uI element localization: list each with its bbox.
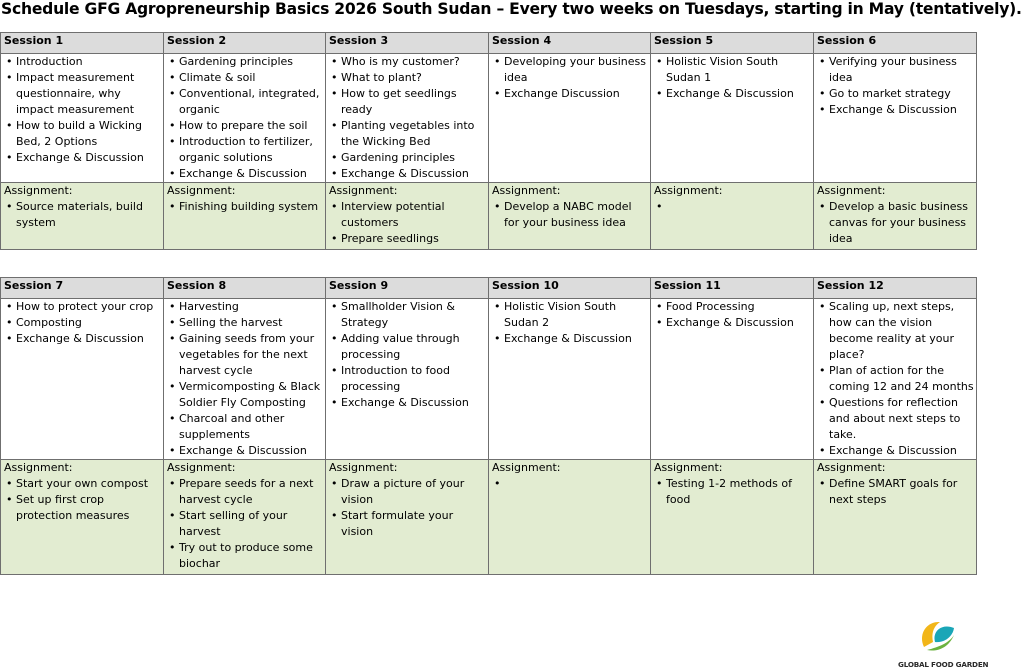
topic-item: • Scaling up, next steps, how can the vision become reality at your place? <box>817 299 974 363</box>
topic-item: • Gardening principles <box>329 150 486 166</box>
assignment-item: • Set up first crop protection measures <box>4 492 161 524</box>
topic-item: • Exchange & Discussion <box>817 443 974 459</box>
topic-item: • Gaining seeds from your vegetables for the next harvest cycle <box>167 331 323 379</box>
topic-item: • Impact measurement questionnaire, why impact measurement <box>4 70 161 118</box>
session-header: Session 11 <box>651 278 814 299</box>
assignment-label: Assignment: <box>817 461 886 474</box>
session-header: Session 8 <box>164 278 326 299</box>
schedule-table-sessions-1-6 <box>0 32 977 250</box>
assignment-label: Assignment: <box>654 184 723 197</box>
topic-item: • Harvesting <box>167 299 323 315</box>
assignment-item: • Develop a basic business canvas for your business idea <box>817 199 974 247</box>
session-topics-cell <box>164 299 326 460</box>
assignment-list <box>817 476 974 508</box>
assignment-item: • Develop a NABC model for your business idea <box>492 199 648 231</box>
session-header-row <box>1 33 977 54</box>
logo-mark-icon <box>918 617 958 657</box>
topic-item: • Exchange & Discussion <box>492 331 648 347</box>
assignment-label: Assignment: <box>167 461 236 474</box>
topic-item: • Exchange & Discussion <box>329 395 486 411</box>
session-assignment-cell <box>326 460 489 575</box>
topic-item: • How to build a Wicking Bed, 2 Options <box>4 118 161 150</box>
session-assignment-cell <box>651 460 814 575</box>
session-header: Session 2 <box>164 33 326 54</box>
assignment-item: • Source materials, build system <box>4 199 161 231</box>
topic-list <box>654 54 811 102</box>
session-topics-cell <box>489 299 651 460</box>
session-topics-row <box>1 299 977 460</box>
assignment-item: • Define SMART goals for next steps <box>817 476 974 508</box>
topic-list <box>654 299 811 331</box>
session-assignment-cell <box>164 460 326 575</box>
session-assignment-cell <box>1 183 164 250</box>
topic-item: • Exchange & Discussion <box>4 331 161 347</box>
session-topics-cell <box>326 299 489 460</box>
session-topics-cell <box>326 54 489 183</box>
session-assignment-cell <box>651 183 814 250</box>
page-title: Schedule GFG Agropreneurship Basics 2026 South Sudan – Every two weeks on Tuesdays, starting in May (tentatively). <box>1 0 1022 18</box>
assignment-label: Assignment: <box>817 184 886 197</box>
assignment-item: • Draw a picture of your vision <box>329 476 486 508</box>
topic-item: • Gardening principles <box>167 54 323 70</box>
topic-item: • Exchange & Discussion <box>654 86 811 102</box>
topic-item: • Vermicomposting & Black Soldier Fly Composting <box>167 379 323 411</box>
topic-list <box>492 299 648 347</box>
session-topics-cell <box>651 54 814 183</box>
session-assignment-cell <box>814 183 977 250</box>
assignment-item: • Prepare seedlings <box>329 231 486 247</box>
topic-item: • Holistic Vision South Sudan 2 <box>492 299 648 331</box>
session-header: Session 5 <box>651 33 814 54</box>
assignment-list <box>329 476 486 540</box>
session-assignment-cell <box>814 460 977 575</box>
session-assignment-cell <box>489 460 651 575</box>
topic-list <box>817 299 974 459</box>
topic-list <box>167 299 323 459</box>
topic-item: • Adding value through processing <box>329 331 486 363</box>
topic-item: • Verifying your business idea <box>817 54 974 86</box>
session-topics-cell <box>1 54 164 183</box>
assignment-item: • Prepare seeds for a next harvest cycle <box>167 476 323 508</box>
topic-item: • Holistic Vision South Sudan 1 <box>654 54 811 86</box>
session-header: Session 12 <box>814 278 977 299</box>
topic-item: • Exchange & Discussion <box>654 315 811 331</box>
session-topics-row <box>1 54 977 183</box>
global-food-garden-logo <box>898 617 989 671</box>
logo-text: GLOBAL FOOD GARDEN <box>898 660 989 669</box>
topic-item: • Exchange & Discussion <box>167 443 323 459</box>
assignment-label: Assignment: <box>492 461 561 474</box>
topic-item: • Who is my customer? <box>329 54 486 70</box>
assignment-list <box>167 476 323 572</box>
topic-item: • Exchange & Discussion <box>4 150 161 166</box>
assignment-item: • Start formulate your vision <box>329 508 486 540</box>
assignment-item: • Testing 1-2 methods of food <box>654 476 811 508</box>
topic-item: • Exchange & Discussion <box>167 166 323 182</box>
topic-item: • How to get seedlings ready <box>329 86 486 118</box>
session-header: Session 4 <box>489 33 651 54</box>
assignment-list <box>492 199 648 231</box>
topic-list <box>167 54 323 182</box>
topic-item: • Plan of action for the coming 12 and 24 months <box>817 363 974 395</box>
session-assignment-cell <box>326 183 489 250</box>
assignment-item: • Finishing building system <box>167 199 323 215</box>
topic-item: • Charcoal and other supplements <box>167 411 323 443</box>
assignment-label: Assignment: <box>167 184 236 197</box>
topic-item: • Introduction <box>4 54 161 70</box>
topic-list <box>4 54 161 166</box>
topic-item: • Conventional, integrated, organic <box>167 86 323 118</box>
session-assignments-row <box>1 183 977 250</box>
assignment-list <box>654 476 811 508</box>
assignment-item: • Interview potential customers <box>329 199 486 231</box>
session-header: Session 3 <box>326 33 489 54</box>
topic-list <box>4 299 161 347</box>
session-header: Session 7 <box>1 278 164 299</box>
session-header-row <box>1 278 977 299</box>
topic-item: • Composting <box>4 315 161 331</box>
assignment-list <box>4 476 161 524</box>
topic-item: • Go to market strategy <box>817 86 974 102</box>
assignment-list <box>329 199 486 247</box>
session-topics-cell <box>164 54 326 183</box>
assignment-item: • Try out to produce some biochar <box>167 540 323 572</box>
topic-item: • Questions for reflection and about next steps to take. <box>817 395 974 443</box>
session-topics-cell <box>814 299 977 460</box>
assignment-label: Assignment: <box>492 184 561 197</box>
session-topics-cell <box>1 299 164 460</box>
assignment-item: • Start your own compost <box>4 476 161 492</box>
topic-list <box>329 299 486 411</box>
session-topics-cell <box>651 299 814 460</box>
session-header: Session 10 <box>489 278 651 299</box>
topic-item: • Planting vegetables into the Wicking Bed <box>329 118 486 150</box>
assignment-label: Assignment: <box>654 461 723 474</box>
topic-item: • Exchange & Discussion <box>329 166 486 182</box>
session-assignment-cell <box>489 183 651 250</box>
session-assignment-cell <box>164 183 326 250</box>
topic-item: • Food Processing <box>654 299 811 315</box>
assignment-list <box>4 199 161 231</box>
assignment-label: Assignment: <box>4 461 73 474</box>
assignment-list <box>817 199 974 247</box>
assignment-label: Assignment: <box>4 184 73 197</box>
topic-item: • Exchange & Discussion <box>817 102 974 118</box>
session-topics-cell <box>814 54 977 183</box>
topic-item: • How to prepare the soil <box>167 118 323 134</box>
session-header: Session 9 <box>326 278 489 299</box>
assignment-label: Assignment: <box>329 461 398 474</box>
topic-item: • How to protect your crop <box>4 299 161 315</box>
topic-list <box>329 54 486 182</box>
assignment-label: Assignment: <box>329 184 398 197</box>
schedule-table-sessions-7-12 <box>0 277 977 575</box>
topic-item: • Introduction to fertilizer, organic solutions <box>167 134 323 166</box>
session-header: Session 6 <box>814 33 977 54</box>
session-header: Session 1 <box>1 33 164 54</box>
topic-item: • What to plant? <box>329 70 486 86</box>
session-assignment-cell <box>1 460 164 575</box>
session-assignments-row <box>1 460 977 575</box>
assignment-item: • Start selling of your harvest <box>167 508 323 540</box>
topic-item: • Developing your business idea <box>492 54 648 86</box>
topic-item: • Exchange Discussion <box>492 86 648 102</box>
topic-item: • Selling the harvest <box>167 315 323 331</box>
topic-list <box>492 54 648 102</box>
assignment-list <box>167 199 323 215</box>
session-topics-cell <box>489 54 651 183</box>
topic-list <box>817 54 974 118</box>
topic-item: • Climate & soil <box>167 70 323 86</box>
topic-item: • Smallholder Vision & Strategy <box>329 299 486 331</box>
topic-item: • Introduction to food processing <box>329 363 486 395</box>
